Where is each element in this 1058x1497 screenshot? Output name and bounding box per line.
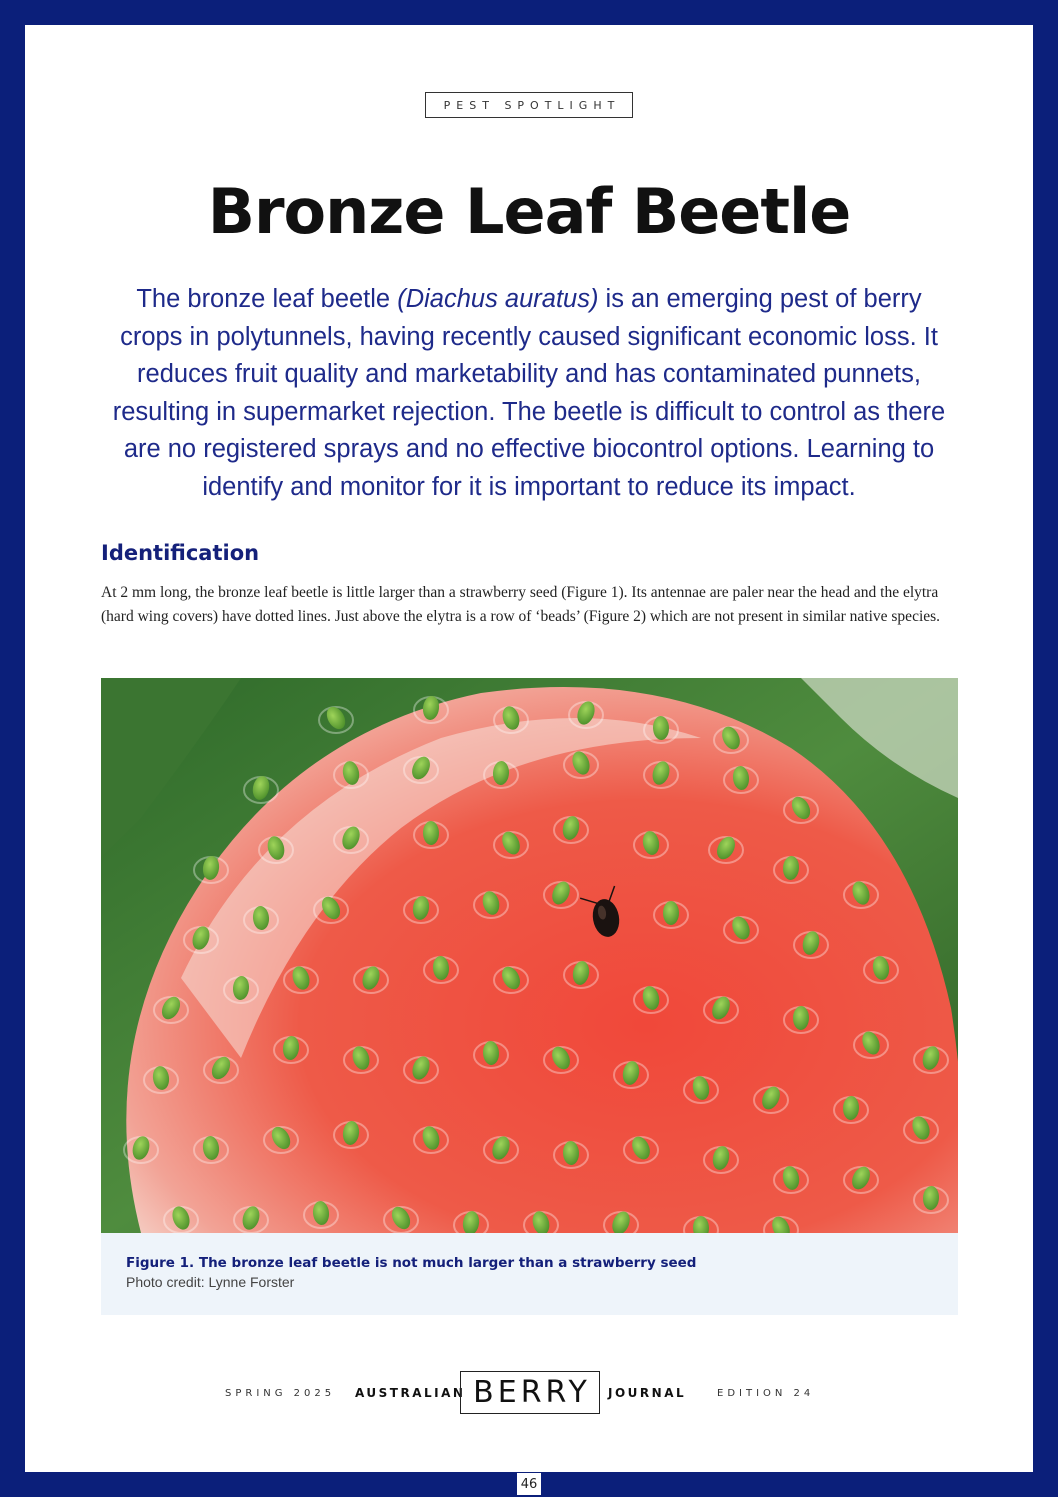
footer-brand-left: AUSTRALIAN (355, 1386, 466, 1400)
footer-brand-right: JOURNAL (608, 1386, 687, 1400)
footer (25, 1371, 1033, 1415)
strawberry-beetle-illustration (101, 678, 958, 1233)
identification-heading: Identification (101, 541, 260, 565)
photo-credit: Photo credit: Lynne Forster (126, 1274, 295, 1290)
figure-1-photo (101, 678, 958, 1233)
page (25, 25, 1033, 1472)
lead-text-end: is an emerging pest of berry crops in polytunnels, having recently caused significant economic loss. It reduces fruit quality and marketability and has contaminated punnets, resulting in supermarket rejection. The beetle is difficult to control as there are no registered sprays and no effective biocontrol options. Learning to identify and monitor for it is important to reduce its impact. (112, 285, 946, 501)
article-title: Bronze Leaf Beetle (207, 175, 851, 248)
page-number: 46 (517, 1473, 541, 1495)
figure-caption: Figure 1. The bronze leaf beetle is not much larger than a strawberry seed (126, 1255, 697, 1271)
footer-edition: EDITION 24 (717, 1388, 815, 1399)
lead-text-start: The bronze leaf beetle (136, 285, 398, 313)
species-name: (Diachus auratus) (397, 285, 599, 313)
footer-season: SPRING 2025 (225, 1388, 336, 1399)
footer-brand-logo: BERRY (460, 1371, 600, 1414)
strawberry-seed (663, 901, 679, 925)
identification-body: At 2 mm long, the bronze leaf beetle is little larger than a strawberry seed (Figure 1). Its antennae are paler near the head and the elytra (hard wing covers) have dotted lines. Just above the elytra is a row of ‘beads’ (Figure 2) which are not present in similar native species. (101, 584, 941, 625)
lead-paragraph (105, 281, 953, 506)
figure-caption-box (101, 1233, 958, 1315)
section-label: PEST SPOTLIGHT (425, 92, 633, 118)
